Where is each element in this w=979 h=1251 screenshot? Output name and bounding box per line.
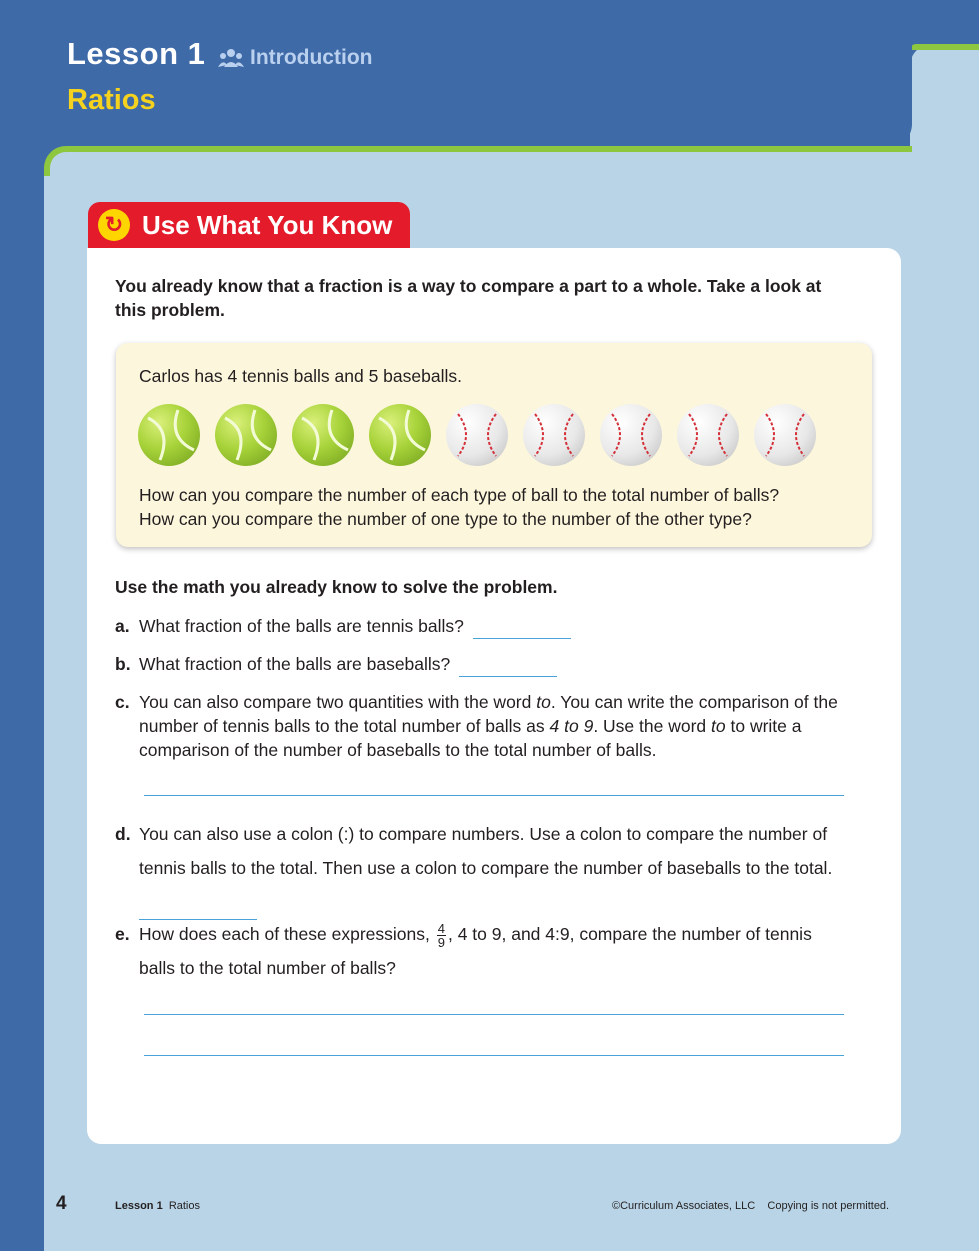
instructions: Use the math you already know to solve the problem. <box>115 577 558 597</box>
tennis-ball-icon <box>138 404 200 466</box>
header-band <box>0 0 912 148</box>
tennis-ball-icon <box>369 404 431 466</box>
answer-blank-d[interactable] <box>139 885 257 920</box>
tennis-ball-icon <box>215 404 277 466</box>
baseball-icon <box>754 404 816 466</box>
page-title: Ratios <box>67 84 156 116</box>
question-c-italic: to <box>711 716 726 736</box>
question-c <box>115 690 840 760</box>
left-border <box>0 0 44 1251</box>
answer-line-c[interactable] <box>144 795 844 796</box>
problem-question-2: How can you compare the number of one type to the number of the other type? <box>139 509 752 529</box>
tennis-ball-icon <box>292 404 354 466</box>
accent-stripe <box>44 146 912 176</box>
footer-copyright: ©Curriculum Associates, LLC Copying is not permitted. <box>612 1200 890 1212</box>
question-e-part: How does each of these expressions, <box>139 924 430 944</box>
question-b <box>115 652 557 677</box>
problem-questions <box>139 483 859 531</box>
question-a-text: What fraction of the balls are tennis balls? <box>139 616 464 636</box>
accent-stripe-right <box>910 44 979 50</box>
question-d-text: You can also use a colon (:) to compare numbers. Use a colon to compare the number of tennis balls to the total. Then use a colon to compare the number of baseballs to the total. <box>139 824 833 878</box>
problem-statement: Carlos has 4 tennis balls and 5 baseballs. <box>139 366 462 386</box>
question-letter: c. <box>115 692 130 712</box>
question-letter: a. <box>115 616 130 636</box>
fraction-numerator: 4 <box>437 920 445 936</box>
question-c-part: . You can write the comparison of the number of tennis balls to the total number of balls as <box>139 692 838 736</box>
answer-blank-a[interactable] <box>473 614 571 639</box>
intro-text: You already know that a fraction is a way to compare a part to a whole. Take a look at this problem. <box>115 276 822 320</box>
section-label-text: Introduction <box>250 46 373 69</box>
answer-blank-b[interactable] <box>459 652 557 677</box>
question-e-part: , 4 to 9, and 4:9, compare the number of tennis balls to the total number of balls? <box>139 924 812 978</box>
question-c-part: to write a comparison of the number of baseballs to the total number of balls. <box>139 716 802 760</box>
question-a <box>115 614 571 639</box>
answer-line-e-2[interactable] <box>144 1055 844 1056</box>
baseball-icon <box>677 404 739 466</box>
question-e <box>115 917 840 978</box>
footer-lesson <box>115 1200 200 1212</box>
baseball-icon <box>523 404 585 466</box>
question-letter: d. <box>115 824 131 844</box>
group-icon <box>218 48 244 68</box>
fraction <box>437 922 446 949</box>
question-e-text <box>139 917 844 985</box>
question-c-part: . Use the word <box>593 716 712 736</box>
question-letter: e. <box>115 924 130 944</box>
section-label <box>218 46 372 70</box>
footer-lesson-bold: Lesson 1 <box>115 1200 163 1212</box>
question-c-italic: to <box>536 692 551 712</box>
baseball-icon <box>446 404 508 466</box>
question-c-part: You can also compare two quantities with the word <box>139 692 537 712</box>
question-b-text: What fraction of the balls are baseballs? <box>139 654 451 674</box>
question-c-italic: 4 to 9 <box>549 716 594 736</box>
problem-question-1: How can you compare the number of each type of ball to the total number of balls? <box>139 485 780 505</box>
footer-lesson-title: Ratios <box>168 1200 200 1212</box>
question-d <box>115 817 840 878</box>
question-d-body <box>139 817 844 920</box>
section-tab <box>88 202 410 248</box>
answer-line-e-1[interactable] <box>144 1014 844 1015</box>
question-c-text <box>139 690 839 762</box>
page-number: 4 <box>56 1193 67 1214</box>
baseball-icon <box>600 404 662 466</box>
fraction-denominator: 9 <box>437 934 445 950</box>
refresh-icon: ↻ <box>98 209 130 241</box>
lesson-label: Lesson 1 <box>67 36 206 71</box>
balls-row <box>138 404 828 468</box>
page-background-corner <box>910 44 979 164</box>
section-tab-label: Use What You Know <box>142 209 393 240</box>
question-letter: b. <box>115 654 131 674</box>
